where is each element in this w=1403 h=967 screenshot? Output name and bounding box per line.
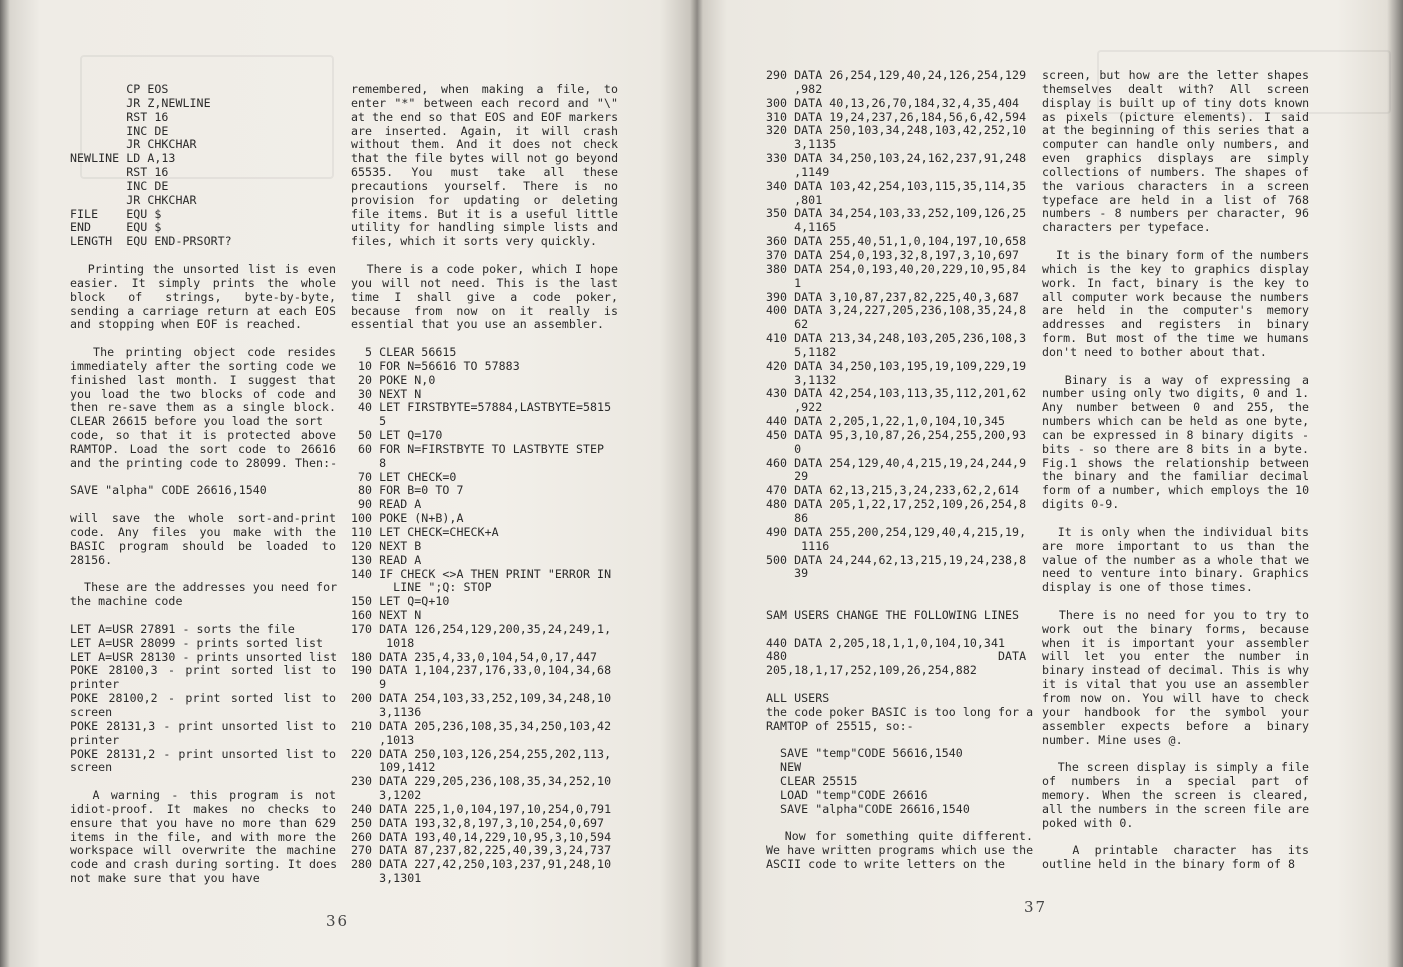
text-line: Fig.1 shows the relationship between bbox=[1042, 455, 1309, 470]
text-line bbox=[1042, 595, 1309, 609]
text-line bbox=[70, 775, 336, 789]
text-line: 39 bbox=[766, 566, 809, 581]
text-line: 140 IF CHECK <>A THEN PRINT "ERROR IN bbox=[351, 566, 612, 581]
text-line: easier. It simply prints the whole bbox=[70, 275, 336, 290]
text-line: LINE ";Q: STOP bbox=[351, 580, 492, 595]
text-line: and the printing code to 28099. Then:- bbox=[70, 455, 338, 470]
text-line: We have written programs which use the bbox=[766, 843, 1034, 858]
text-line: These are the addresses you need for bbox=[70, 580, 338, 595]
text-line: need to venture into binary. Graphics bbox=[1042, 566, 1309, 581]
text-line: JR CHKCHAR bbox=[70, 137, 197, 152]
text-line: remembered, when making a file, to bbox=[351, 82, 618, 96]
text-line: the binary and the familiar decimal bbox=[1042, 469, 1309, 484]
left-page bbox=[0, 0, 697, 967]
text-line: 3,1135 bbox=[766, 137, 837, 152]
text-line: 400 DATA 3,24,227,205,236,108,35,24,8 bbox=[766, 303, 1027, 318]
text-line: you load the two blocks of code and bbox=[70, 386, 336, 401]
text-line: 440 DATA 2,205,1,22,1,0,104,10,345 bbox=[766, 414, 1006, 429]
text-line: NEW bbox=[766, 760, 802, 775]
text-line: SAVE "alpha" CODE 26616,1540 bbox=[70, 483, 267, 498]
text-line: 390 DATA 3,10,87,237,82,225,40,3,687 bbox=[766, 289, 1020, 304]
text-line: BASIC program should be loaded to bbox=[70, 538, 336, 553]
text-line: work out the binary forms, because bbox=[1042, 621, 1309, 636]
text-line: screen bbox=[70, 760, 113, 775]
text-line: 410 DATA 213,34,248,103,205,236,108,3 bbox=[766, 331, 1027, 346]
text-line: 380 DATA 254,0,193,40,20,229,10,95,84 bbox=[766, 261, 1027, 276]
text-line: printer bbox=[70, 732, 120, 747]
text-line bbox=[766, 581, 1033, 595]
text-line: 100 POKE (N+B),A bbox=[351, 511, 464, 526]
text-line: It is only when the individual bits bbox=[1042, 524, 1309, 539]
text-line: sending a carriage return at each EOS bbox=[70, 303, 336, 318]
text-line: are inserted. Again, it will crash bbox=[351, 123, 618, 138]
text-line: display is one of those times. bbox=[1042, 580, 1253, 595]
text-line: 220 DATA 250,103,126,254,255,202,113, bbox=[351, 746, 612, 761]
text-line: INC DE bbox=[70, 123, 169, 138]
text-line: LET A=USR 28130 - prints unsorted list bbox=[70, 649, 338, 664]
left-page-column-2 bbox=[351, 83, 618, 886]
text-line: because from now on it really is bbox=[351, 303, 618, 318]
text-line: at the end so that EOS and EOF markers bbox=[351, 109, 619, 124]
text-line: ,1149 bbox=[766, 164, 830, 179]
text-line: The screen display is simply a file bbox=[1042, 760, 1309, 775]
text-line: memory. When the screen is cleared, bbox=[1042, 787, 1309, 802]
text-line: form of a number, which employs the 10 bbox=[1042, 483, 1310, 498]
text-line: ALL USERS bbox=[766, 690, 830, 705]
text-line: 3,1301 bbox=[351, 871, 422, 886]
right-page-column-1 bbox=[766, 69, 1033, 872]
text-line bbox=[1042, 235, 1309, 249]
text-line bbox=[766, 623, 1033, 637]
text-line: 28156. bbox=[70, 552, 113, 567]
text-line: INC DE bbox=[70, 178, 169, 193]
text-line: as pixels (picture elements). I said bbox=[1042, 109, 1309, 124]
text-line: The printing object code resides bbox=[70, 345, 336, 360]
text-line: 440 DATA 2,205,18,1,1,0,104,10,341 bbox=[766, 635, 1006, 650]
text-line: LOAD "temp"CODE 26616 bbox=[766, 787, 928, 802]
text-line: binary instead of decimal. This is why bbox=[1042, 663, 1310, 678]
text-line: themselves dealt with? All screen bbox=[1042, 81, 1309, 96]
text-line: value of the number as a whole that we bbox=[1042, 552, 1310, 567]
text-line: even graphics displays are simply bbox=[1042, 151, 1309, 166]
text-line: LENGTH EQU END-PRSORT? bbox=[70, 234, 232, 249]
text-line: 230 DATA 229,205,236,108,35,34,252,10 bbox=[351, 774, 612, 789]
text-line: ,982 bbox=[766, 81, 823, 96]
text-line: numbers which can be held as one byte, bbox=[1042, 414, 1310, 429]
text-line: POKE 28100,2 - print sorted list to bbox=[70, 691, 336, 706]
text-line: 480 DATA bbox=[766, 649, 1027, 664]
text-line: Now for something quite different. bbox=[766, 829, 1033, 844]
text-line: typeface are held in a list of 768 bbox=[1042, 192, 1309, 207]
text-line: computer can handle only numbers, and bbox=[1042, 137, 1309, 152]
text-line: 360 DATA 255,40,51,1,0,104,197,10,658 bbox=[766, 234, 1027, 249]
text-line: 10 FOR N=56616 TO 57883 bbox=[351, 358, 520, 373]
text-line: JR CHKCHAR bbox=[70, 192, 197, 207]
text-line: 470 DATA 62,13,215,3,24,233,62,2,614 bbox=[766, 483, 1020, 498]
text-line: screen bbox=[70, 704, 113, 719]
page-number: 36 bbox=[326, 912, 350, 930]
text-line: outline held in the binary form of 8 bbox=[1042, 857, 1296, 872]
right-page bbox=[697, 0, 1403, 967]
text-line: 490 DATA 255,200,254,129,40,4,215,19, bbox=[766, 524, 1027, 539]
text-line: 70 LET CHECK=0 bbox=[351, 469, 457, 484]
text-line bbox=[766, 678, 1033, 692]
text-line: display is built up of tiny dots known bbox=[1042, 95, 1310, 110]
text-line: CLEAR 25515 bbox=[766, 774, 858, 789]
text-line: 65535. You must take all these bbox=[351, 165, 618, 180]
text-line: 420 DATA 34,250,103,195,19,109,229,19 bbox=[766, 358, 1027, 373]
text-line: collections of numbers. The shapes of bbox=[1042, 164, 1309, 179]
text-line: JR Z,NEWLINE bbox=[70, 95, 211, 110]
text-line: form. But most of the time we humans bbox=[1042, 331, 1309, 346]
text-line: are held in the computer's memory bbox=[1042, 303, 1309, 318]
text-line: 5,1182 bbox=[766, 344, 837, 359]
text-line bbox=[70, 568, 336, 582]
text-line: 109,1412 bbox=[351, 760, 436, 775]
text-line: ,1013 bbox=[351, 732, 415, 747]
right-page-column-2 bbox=[1042, 69, 1309, 872]
text-line: 180 DATA 235,4,33,0,104,54,0,17,447 bbox=[351, 649, 598, 664]
text-line: END EQU $ bbox=[70, 220, 162, 235]
text-line: 60 FOR N=FIRSTBYTE TO LASTBYTE STEP bbox=[351, 441, 605, 456]
text-line: file items. But it is a useful little bbox=[351, 206, 618, 221]
text-line: 460 DATA 254,129,40,4,215,19,24,244,9 bbox=[766, 455, 1027, 470]
text-line: the code poker BASIC is too long for a bbox=[766, 704, 1034, 719]
text-line: assembler expects before a binary bbox=[1042, 718, 1309, 733]
text-line: 250 DATA 193,32,8,197,3,10,254,0,697 bbox=[351, 815, 605, 830]
left-page-column-1 bbox=[70, 83, 336, 886]
text-line: 340 DATA 103,42,254,103,115,35,114,35 bbox=[766, 178, 1027, 193]
text-line: 80 FOR B=0 TO 7 bbox=[351, 483, 464, 498]
text-line: screen, but how are the letter shapes bbox=[1042, 68, 1309, 82]
text-line: from now on. You will have to check bbox=[1042, 690, 1309, 705]
text-line: utility for handling simple lists and bbox=[351, 220, 618, 235]
text-line: 240 DATA 225,1,0,104,197,10,254,0,791 bbox=[351, 801, 612, 816]
text-line: 29 bbox=[766, 469, 809, 484]
text-line: items in the file, and with more the bbox=[70, 829, 336, 844]
text-line: of numbers in a special part of bbox=[1042, 774, 1309, 789]
text-line: 9 bbox=[351, 677, 387, 692]
text-line: 90 READ A bbox=[351, 497, 422, 512]
text-line: the various characters in a screen bbox=[1042, 178, 1309, 193]
text-line: 330 DATA 34,250,103,24,162,237,91,248 bbox=[766, 151, 1027, 166]
text-line: 160 NEXT N bbox=[351, 608, 422, 623]
page-number: 37 bbox=[1024, 898, 1048, 916]
text-line: POKE 28131,2 - print unsorted list to bbox=[70, 746, 336, 761]
text-line: A warning - this program is not bbox=[70, 788, 336, 803]
text-line: 40 LET FIRSTBYTE=57884,LASTBYTE=5815 bbox=[351, 400, 612, 415]
text-line: all computer work because the numbers bbox=[1042, 289, 1309, 304]
text-line: 5 CLEAR 56615 bbox=[351, 345, 457, 360]
text-line: the machine code bbox=[70, 594, 183, 609]
text-line: 500 DATA 24,244,62,13,215,19,24,238,8 bbox=[766, 552, 1027, 567]
text-line: LET A=USR 28099 - prints sorted list bbox=[70, 635, 324, 650]
text-line: your handbook for the symbol your bbox=[1042, 704, 1309, 719]
text-line: 120 NEXT B bbox=[351, 538, 422, 553]
text-line: without them. And it does not check bbox=[351, 137, 618, 152]
text-line bbox=[766, 817, 1033, 831]
text-line: ,801 bbox=[766, 192, 823, 207]
text-line: code, so that it is protected above bbox=[70, 428, 336, 443]
text-line: 20 POKE N,0 bbox=[351, 372, 436, 387]
text-line: code and crash during sorting. It does bbox=[70, 857, 338, 872]
text-line: Any number between 0 and 255, the bbox=[1042, 400, 1309, 415]
text-line: 260 DATA 193,40,14,229,10,95,3,10,594 bbox=[351, 829, 612, 844]
text-line: number using only two digits, 0 and 1. bbox=[1042, 386, 1310, 401]
text-line: 200 DATA 254,103,33,252,109,34,248,10 bbox=[351, 691, 612, 706]
text-line: 430 DATA 42,254,103,113,35,112,201,62 bbox=[766, 386, 1027, 401]
text-line: 270 DATA 87,237,82,225,40,39,3,24,737 bbox=[351, 843, 612, 858]
text-line: all the numbers in the screen file are bbox=[1042, 801, 1310, 816]
text-line: bits - so there are 8 bits in a byte. bbox=[1042, 441, 1309, 456]
text-line: A printable character has its bbox=[1042, 843, 1309, 858]
text-line: 8 bbox=[351, 455, 387, 470]
text-line: files, which it sorts very quickly. bbox=[351, 234, 598, 249]
text-line: can be expressed in 8 binary digits - bbox=[1042, 427, 1309, 442]
text-line: POKE 28100,3 - print sorted list to bbox=[70, 663, 336, 678]
text-line: 62 bbox=[766, 317, 809, 332]
text-line bbox=[351, 332, 618, 346]
text-line: It is the binary form of the numbers bbox=[1042, 247, 1310, 262]
text-line bbox=[351, 249, 618, 263]
text-line: number. Mine uses @. bbox=[1042, 732, 1183, 747]
text-line: provision for updating or deleting bbox=[351, 192, 618, 207]
text-line bbox=[70, 498, 336, 512]
text-line: NEWLINE LD A,13 bbox=[70, 151, 176, 166]
text-line: RAMTOP. Load the sort code to 26616 bbox=[70, 441, 336, 456]
text-line: block of strings, byte-by-byte, bbox=[70, 289, 336, 304]
text-line: SAVE "alpha"CODE 26616,1540 bbox=[766, 801, 970, 816]
text-line: 3,1132 bbox=[766, 372, 837, 387]
text-line bbox=[766, 595, 1033, 609]
text-line: ensure that you have no more than 629 bbox=[70, 815, 336, 830]
text-line: printer bbox=[70, 677, 120, 692]
text-line bbox=[1042, 512, 1309, 526]
text-line bbox=[1042, 830, 1309, 844]
text-line bbox=[70, 249, 336, 263]
text-line: are more important to us than the bbox=[1042, 538, 1309, 553]
text-line: 170 DATA 126,254,129,200,35,24,249,1, bbox=[351, 621, 612, 636]
text-line: 300 DATA 40,13,26,70,184,32,4,35,404 bbox=[766, 95, 1020, 110]
text-line: 205,18,1,17,252,109,26,254,882 bbox=[766, 663, 977, 678]
text-line: Binary is a way of expressing a bbox=[1042, 372, 1309, 387]
text-line: POKE 28131,3 - print unsorted list to bbox=[70, 718, 336, 733]
text-line: 1 bbox=[766, 275, 802, 290]
text-line: essential that you use an assembler. bbox=[351, 317, 605, 332]
text-line: enter "*" between each record and "\" bbox=[351, 95, 618, 110]
text-line: Printing the unsorted list is even bbox=[70, 261, 336, 276]
text-line: which is the key to graphics display bbox=[1042, 261, 1309, 276]
text-line: will let you enter the number in bbox=[1042, 649, 1309, 664]
text-line: There is a code poker, which I hope bbox=[351, 261, 618, 276]
text-line: ASCII code to write letters on the bbox=[766, 857, 1006, 872]
text-line: RST 16 bbox=[70, 165, 169, 180]
text-line: immediately after the sorting code we bbox=[70, 358, 336, 373]
text-line: ,922 bbox=[766, 400, 823, 415]
text-line: 290 DATA 26,254,129,40,24,126,254,129 bbox=[766, 68, 1027, 82]
text-line: it is vital that you use an assembler bbox=[1042, 677, 1309, 692]
text-line: 0 bbox=[766, 441, 802, 456]
text-line: that the file bytes will not go beyond bbox=[351, 151, 619, 166]
text-line: poked with 0. bbox=[1042, 815, 1134, 830]
text-line: 3,1202 bbox=[351, 788, 422, 803]
text-line bbox=[70, 609, 336, 623]
text-line: 110 LET CHECK=CHECK+A bbox=[351, 525, 499, 539]
text-line: idiot-proof. It makes no checks to bbox=[70, 801, 336, 816]
text-line: SAM USERS CHANGE THE FOLLOWING LINES bbox=[766, 607, 1020, 622]
text-line: digits 0-9. bbox=[1042, 497, 1120, 512]
text-line: 350 DATA 34,254,103,33,252,109,126,25 bbox=[766, 206, 1027, 221]
text-line: 4,1165 bbox=[766, 220, 837, 235]
text-line: code. Any files you make with the bbox=[70, 525, 336, 539]
text-line: CP EOS bbox=[70, 82, 169, 96]
text-line: work. In fact, binary is the key to bbox=[1042, 275, 1309, 290]
text-line: 30 NEXT N bbox=[351, 386, 422, 401]
text-line: and stopping when EOF is reached. bbox=[70, 317, 302, 332]
text-line: There is no need for you to try to bbox=[1042, 607, 1309, 622]
text-line: 3,1136 bbox=[351, 704, 422, 719]
text-line: 150 LET Q=Q+10 bbox=[351, 594, 450, 609]
text-line: 1018 bbox=[351, 635, 415, 650]
text-line: RST 16 bbox=[70, 109, 169, 124]
text-line: CLEAR 26615 before you load the sort bbox=[70, 414, 324, 429]
text-line: 310 DATA 19,24,237,26,184,56,6,42,594 bbox=[766, 109, 1027, 124]
text-line: 320 DATA 250,103,34,248,103,42,252,10 bbox=[766, 123, 1027, 138]
text-line: 370 DATA 254,0,193,32,8,197,3,10,697 bbox=[766, 247, 1020, 262]
text-line: RAMTOP of 25515, so:- bbox=[766, 718, 914, 733]
text-line: 130 READ A bbox=[351, 552, 422, 567]
text-line: time I shall give a code poker, bbox=[351, 289, 618, 304]
text-line: then re-save them as a single block. bbox=[70, 400, 336, 415]
text-line: precautions yourself. There is no bbox=[351, 178, 618, 193]
text-line: 86 bbox=[766, 511, 809, 525]
text-line: finished last month. I suggest that bbox=[70, 372, 336, 387]
text-line: workspace will overwrite the machine bbox=[70, 843, 336, 858]
text-line: SAVE "temp"CODE 56616,1540 bbox=[766, 746, 963, 761]
text-line: not make sure that you have bbox=[70, 871, 260, 886]
text-line bbox=[766, 734, 1033, 748]
text-line bbox=[1042, 747, 1309, 761]
text-line: numbers - 8 numbers per character, 96 bbox=[1042, 206, 1309, 221]
text-line: will save the whole sort-and-print bbox=[70, 511, 336, 526]
text-line bbox=[1042, 360, 1309, 374]
text-line: characters per typeface. bbox=[1042, 220, 1211, 235]
text-line: 280 DATA 227,42,250,103,237,91,248,10 bbox=[351, 857, 612, 872]
text-line: addresses and registers in binary bbox=[1042, 317, 1309, 332]
text-line: you will not need. This is the last bbox=[351, 275, 618, 290]
text-line: at the beginning of this series that a bbox=[1042, 123, 1310, 138]
text-line: when it is important your assembler bbox=[1042, 635, 1309, 650]
text-line: 480 DATA 205,1,22,17,252,109,26,254,8 bbox=[766, 497, 1027, 512]
text-line: 450 DATA 95,3,10,87,26,254,255,200,93 bbox=[766, 427, 1027, 442]
text-line: 1116 bbox=[766, 538, 830, 553]
text-line bbox=[70, 332, 336, 346]
text-line bbox=[70, 471, 336, 485]
text-line: FILE EQU $ bbox=[70, 206, 162, 221]
text-line: LET A=USR 27891 - sorts the file bbox=[70, 621, 295, 636]
text-line: 190 DATA 1,104,237,176,33,0,104,34,68 bbox=[351, 663, 612, 678]
text-line: 210 DATA 205,236,108,35,34,250,103,42 bbox=[351, 718, 612, 733]
text-line: don't need to bother about that. bbox=[1042, 344, 1267, 359]
text-line: 5 bbox=[351, 414, 387, 429]
text-line: 50 LET Q=170 bbox=[351, 428, 443, 443]
